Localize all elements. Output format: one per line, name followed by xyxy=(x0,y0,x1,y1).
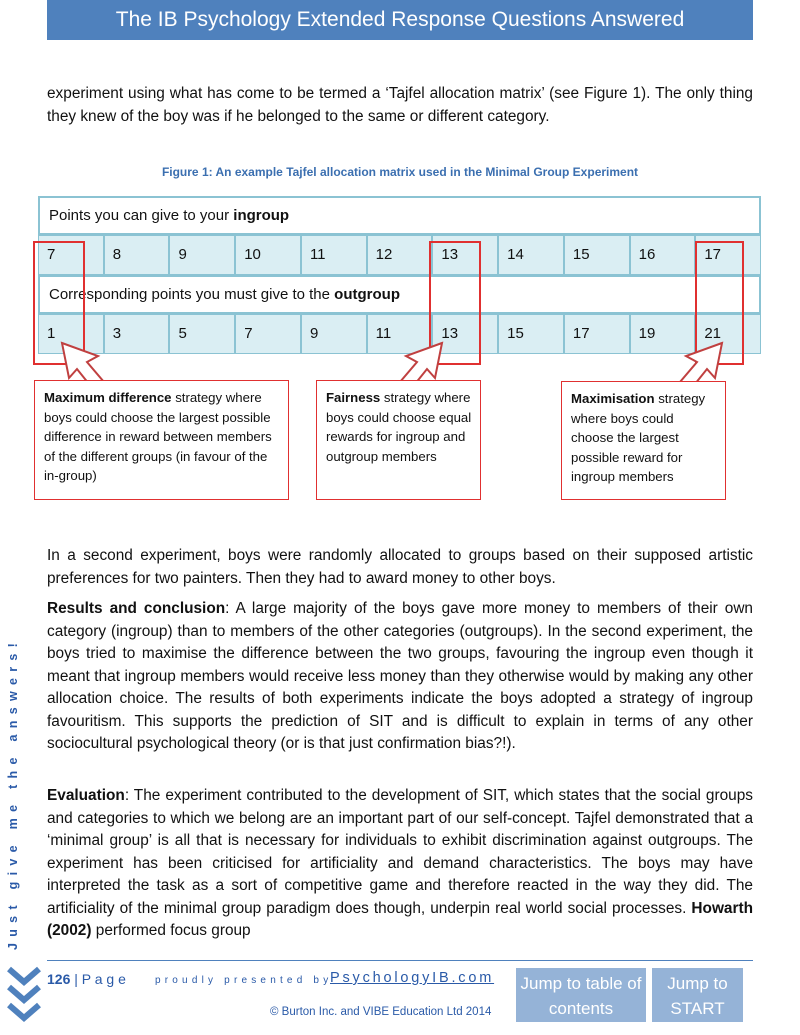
matrix-cell: 11 xyxy=(301,235,367,275)
matrix-cell: 10 xyxy=(235,235,301,275)
chevron-down-icon xyxy=(6,965,42,1027)
callout-bold: Maximum difference xyxy=(44,390,172,405)
matrix-cell: 1 xyxy=(38,314,104,354)
callout-text: strategy where boys could choose the largest possible reward for ingroup members xyxy=(571,391,706,484)
evaluation-reference: Howarth (2002) xyxy=(47,899,753,939)
callout-fairness xyxy=(316,380,481,500)
matrix-cell: 3 xyxy=(104,314,170,354)
intro-paragraph: experiment using what has come to be termed a ‘Tajfel allocation matrix’ (see Figure 1). The only thing they knew of the boy was if he belonged to the same or different category. xyxy=(47,85,753,125)
callout-maximisation xyxy=(561,381,726,500)
figure-caption: Figure 1: An example Tajfel allocation matrix used in the Minimal Group Experiment xyxy=(161,165,639,179)
page-header xyxy=(47,0,753,40)
matrix-cell: 7 xyxy=(235,314,301,354)
site-link[interactable]: PsychologyIB.com xyxy=(330,970,495,986)
evaluation-paragraph xyxy=(47,785,753,943)
matrix-cell: 12 xyxy=(367,235,433,275)
matrix-cell: 17 xyxy=(564,314,630,354)
callout-bold: Fairness xyxy=(326,390,381,405)
matrix-cell: 17 xyxy=(695,235,761,275)
matrix-cell: 11 xyxy=(367,314,433,354)
results-text: : A large majority of the boys gave more money to members of their own category (ingroup) than to members of the other categories (outgroups). In the second experiment, the boys tried to maximise the difference between the two groups, favouring the ingroup even though it meant that ingroup members would receive less money than they otherwise would by making any other allocation choice. The results of both experiments indicate the boys adopted a strategy of ingroup favouritism. This supports the prediction of SIT and is difficult to explain in terms of any other sociocultural psychological theory (or is that just confirmation bias?!). xyxy=(47,600,753,752)
matrix-cell: 16 xyxy=(630,235,696,275)
presented-by: proudly presented by xyxy=(155,975,333,986)
jump-to-start-button[interactable]: Jump to START xyxy=(652,968,743,1022)
results-paragraph xyxy=(47,598,753,756)
matrix-cell: 5 xyxy=(169,314,235,354)
matrix-cell: 15 xyxy=(498,314,564,354)
results-heading: Results and conclusion xyxy=(47,600,226,617)
evaluation-text: : The experiment contributed to the development of SIT, which states that the social groups and categories to which we belong are an important part of our self-concept. Tajfel demonstrated that a ‘minimal group’ is all that is necessary for individuals to exhibit discrimination against outgroups. The experiment has been criticised for artificiality and demand characteristics. The boys may have interpreted the task as a sort of competitive game and therefore reacted in the way they did. The artificiality of the minimal group paradigm does though, underpin real world social processes. xyxy=(47,787,753,917)
ingroup-label-bold: ingroup xyxy=(233,207,290,224)
callout-text: strategy where boys could choose the largest possible difference in reward between members of the different groups (in favour of the in-group) xyxy=(44,390,272,483)
evaluation-tail: performed focus group xyxy=(91,922,251,939)
callout-bold: Maximisation xyxy=(571,391,655,406)
matrix-cell: 7 xyxy=(38,235,104,275)
page-number-value: 126 xyxy=(47,971,71,987)
matrix-cell: 15 xyxy=(564,235,630,275)
callout-max-difference xyxy=(34,380,289,500)
outgroup-label-row xyxy=(38,275,761,314)
copyright: © Burton Inc. and VIBE Education Ltd 2014 xyxy=(270,1006,492,1018)
footer-divider xyxy=(47,960,753,961)
page-number xyxy=(47,971,126,987)
allocation-matrix xyxy=(38,196,761,354)
ingroup-values-row xyxy=(38,235,761,275)
evaluation-heading: Evaluation xyxy=(47,787,125,804)
outgroup-label-bold: outgroup xyxy=(334,286,400,303)
matrix-cell: 13 xyxy=(432,314,498,354)
matrix-cell: 13 xyxy=(432,235,498,275)
matrix-cell: 8 xyxy=(104,235,170,275)
ingroup-label: Points you can give to your xyxy=(49,207,234,224)
ingroup-label-row xyxy=(38,196,761,235)
matrix-cell: 19 xyxy=(630,314,696,354)
page-suffix: | P a g e xyxy=(70,971,126,987)
matrix-cell: 9 xyxy=(169,235,235,275)
outgroup-label: Corresponding points you must give to the xyxy=(49,286,335,303)
second-experiment-paragraph: In a second experiment, boys were randomly allocated to groups based on their supposed artistic preferences for two painters. Then they had to award money to other boys. xyxy=(47,547,753,587)
callout-text: strategy where boys could choose equal rewards for ingroup and outgroup members xyxy=(326,390,472,464)
header-title: The IB Psychology Extended Response Questions Answered xyxy=(115,8,685,31)
matrix-cell: 21 xyxy=(695,314,761,354)
jump-to-toc-button[interactable]: Jump to table of contents xyxy=(516,968,646,1022)
sidebar-tagline: Just give me the answers! xyxy=(6,636,20,950)
matrix-cell: 14 xyxy=(498,235,564,275)
matrix-cell: 9 xyxy=(301,314,367,354)
